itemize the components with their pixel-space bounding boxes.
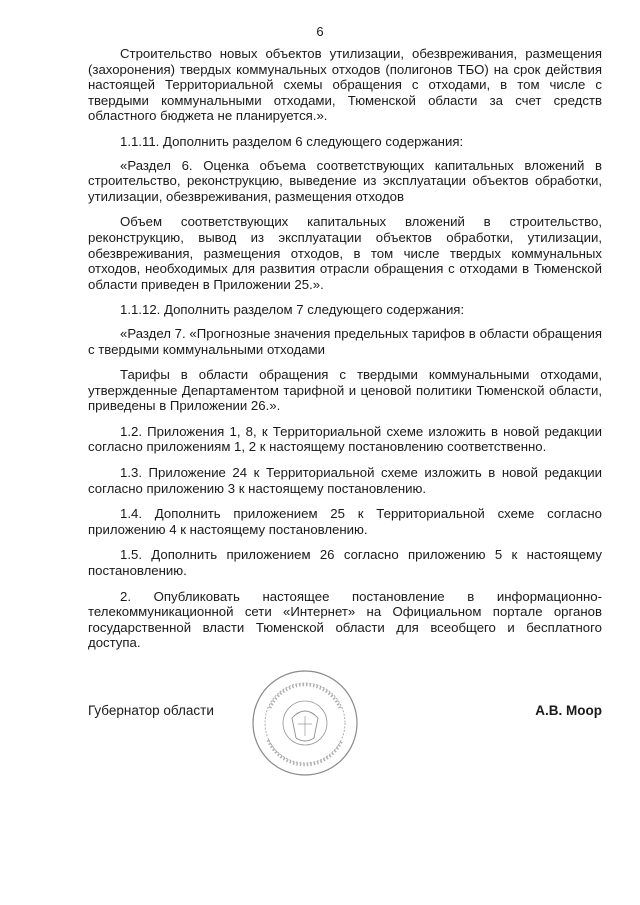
document-body <box>88 46 602 661</box>
paragraph: 1.1.12. Дополнить разделом 7 следующего содержания: <box>120 302 465 318</box>
paragraph: 2. Опубликовать настоящее постановление в информационно-телекоммуникационной сети «Интернет» на Официальном портале органов государственной власти Тюменской области для всеобщего и бесплатного доступа. <box>88 588 602 651</box>
signatory-title: Губернатор области <box>88 703 214 718</box>
paragraph: «Раздел 6. Оценка объема соответствующих капитальных вложений в строительство, реконструкцию, выведение из эксплуатации объектов обработки, утилизации, обезвреживания, размещения отходов <box>88 157 602 204</box>
page-number: 6 <box>316 24 324 39</box>
paragraph: 1.1.11. Дополнить разделом 6 следующего содержания: <box>120 133 464 149</box>
paragraph: 1.5. Дополнить приложением 26 согласно приложению 5 к настоящему постановлению. <box>88 547 602 579</box>
signature-block <box>88 703 602 733</box>
signatory-name: А.В. Моор <box>535 703 602 718</box>
paragraph: Объем соответствующих капитальных вложений в строительство, реконструкцию, вывод из эксплуатации объектов обработки, утилизации, обезвреживания, размещения отходов, в том числе твердых коммунальных отходов, необходимых для развития отрасли обращения с отходами в Тюменской области приведен в Приложении 25.». <box>88 214 602 292</box>
paragraph: 1.4. Дополнить приложением 25 к Территориальной схеме согласно приложению 4 к настоящему постановлению. <box>88 506 602 537</box>
paragraph: 1.3. Приложение 24 к Территориальной схеме изложить в новой редакции согласно приложению 3 к настоящему постановлению. <box>88 465 602 496</box>
paragraph: «Раздел 7. «Прогнозные значения предельных тарифов в области обращения с твердыми коммунальными отходами <box>88 325 602 357</box>
paragraph: Строительство новых объектов утилизации, обезвреживания, размещения (захоронения) твердых коммунальных отходов (полигонов ТБО) на срок действия настоящей Территориальной схемы обращения с отходами, в том числе с твердыми коммунальными отходами, Тюменской области за счет средств областного бюджета не планируется.». <box>88 46 602 124</box>
paragraph: 1.2. Приложения 1, 8, к Территориальной схеме изложить в новой редакции согласно приложениям 1, 2 к настоящему постановлению соответственно. <box>88 423 602 455</box>
paragraph: Тарифы в области обращения с твердыми коммунальными отходами, утвержденные Департаментом тарифной и ценовой политики Тюменской области, приведены в Приложении 26.». <box>88 367 602 414</box>
